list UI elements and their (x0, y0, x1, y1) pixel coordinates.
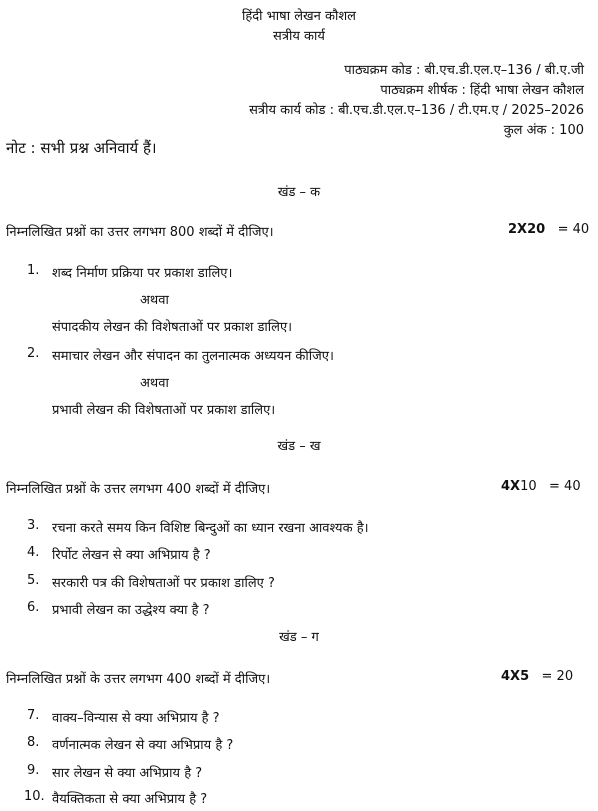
document-subtitle: सत्रीय कार्य (273, 29, 325, 44)
marks-multiplier: X (517, 222, 528, 237)
question-number: 1. (27, 263, 40, 278)
section-marks-b (501, 479, 581, 494)
section-heading-c: खंड – ग (279, 630, 319, 645)
question-number: 7. (27, 708, 40, 723)
alternative-label: अथवा (140, 376, 169, 391)
question-text: वैयक्तिकता से क्या अभिप्राय है ? (52, 792, 208, 807)
marks-each: 10 (520, 479, 537, 494)
question-number: 5. (27, 573, 40, 588)
question-number: 8. (27, 735, 40, 750)
question-text: वाक्य–विन्यास से क्या अभिप्राय है ? (52, 711, 220, 726)
question-number: 2. (27, 346, 40, 361)
question-number: 10. (24, 789, 45, 804)
marks-total: = 20 (541, 669, 574, 684)
section-instruction-a: निम्नलिखित प्रश्नों का उत्तर लगभग 800 शब्दों में दीजिए। (6, 225, 274, 240)
section-heading-b: खंड – ख (277, 439, 321, 454)
marks-total: = 40 (557, 222, 590, 237)
question-text: सरकारी पत्र की विशेषताओं पर प्रकाश डालिए ? (52, 576, 275, 591)
marks-count: 2 (508, 222, 518, 237)
question-text: प्रभावी लेखन का उद्धेश्य क्या है ? (52, 603, 210, 618)
question-number: 3. (27, 518, 40, 533)
section-heading-a: खंड – क (277, 185, 321, 200)
question-text: प्रभावी लेखन की विशेषताओं पर प्रकाश डालिए। (52, 403, 276, 418)
assignment-code: सत्रीय कार्य कोड : बी.एच.डी.एल.ए–136 / टी.एम.ए / 2025–2026 (249, 103, 584, 118)
section-marks-c (501, 669, 573, 684)
question-text: रचना करते समय किन विशिष्ट बिन्दुओं का ध्यान रखना आवश्यक है। (52, 521, 369, 536)
question-number: 4. (27, 545, 40, 560)
total-marks: कुल अंक : 100 (503, 123, 584, 138)
document-title: हिंदी भाषा लेखन कौशल (242, 9, 356, 24)
course-code: पाठ्यक्रम कोड : बी.एच.डी.एल.ए–136 / बी.ए.जी (344, 63, 584, 78)
course-title: पाठ्यक्रम शीर्षक : हिंदी भाषा लेखन कौशल (380, 83, 584, 98)
marks-each: 20 (527, 222, 546, 237)
marks-total: = 40 (549, 479, 581, 494)
question-text: रिर्पोट लेखन से क्या अभिप्राय है ? (52, 548, 211, 563)
question-number: 6. (27, 600, 40, 615)
section-instruction-b: निम्नलिखित प्रश्नों के उत्तर लगभग 400 शब्दों में दीजिए। (6, 482, 271, 497)
marks-each: 5 (520, 669, 530, 684)
section-marks-a (508, 222, 589, 237)
question-text: संपादकीय लेखन की विशेषताओं पर प्रकाश डालिए। (52, 320, 293, 335)
question-text: वर्णनात्मक लेखन से क्या अभिप्राय है ? (52, 738, 234, 753)
marks-count: 4 (501, 479, 511, 494)
question-number: 9. (27, 763, 40, 778)
marks-count: 4 (501, 669, 511, 684)
alternative-label: अथवा (140, 293, 169, 308)
marks-multiplier: X (510, 669, 521, 684)
instruction-note: नोट : सभी प्रश्न अनिवार्य हैं। (6, 139, 157, 157)
question-text: सार लेखन से क्या अभिप्राय है ? (52, 766, 203, 781)
question-text: समाचार लेखन और संपादन का तुलनात्मक अध्ययन कीजिए। (52, 349, 334, 364)
question-text: शब्द निर्माण प्रक्रिया पर प्रकाश डालिए। (52, 266, 233, 281)
marks-multiplier: X (510, 479, 521, 494)
section-instruction-c: निम्नलिखित प्रश्नों के उत्तर लगभग 400 शब्दों में दीजिए। (6, 672, 271, 687)
